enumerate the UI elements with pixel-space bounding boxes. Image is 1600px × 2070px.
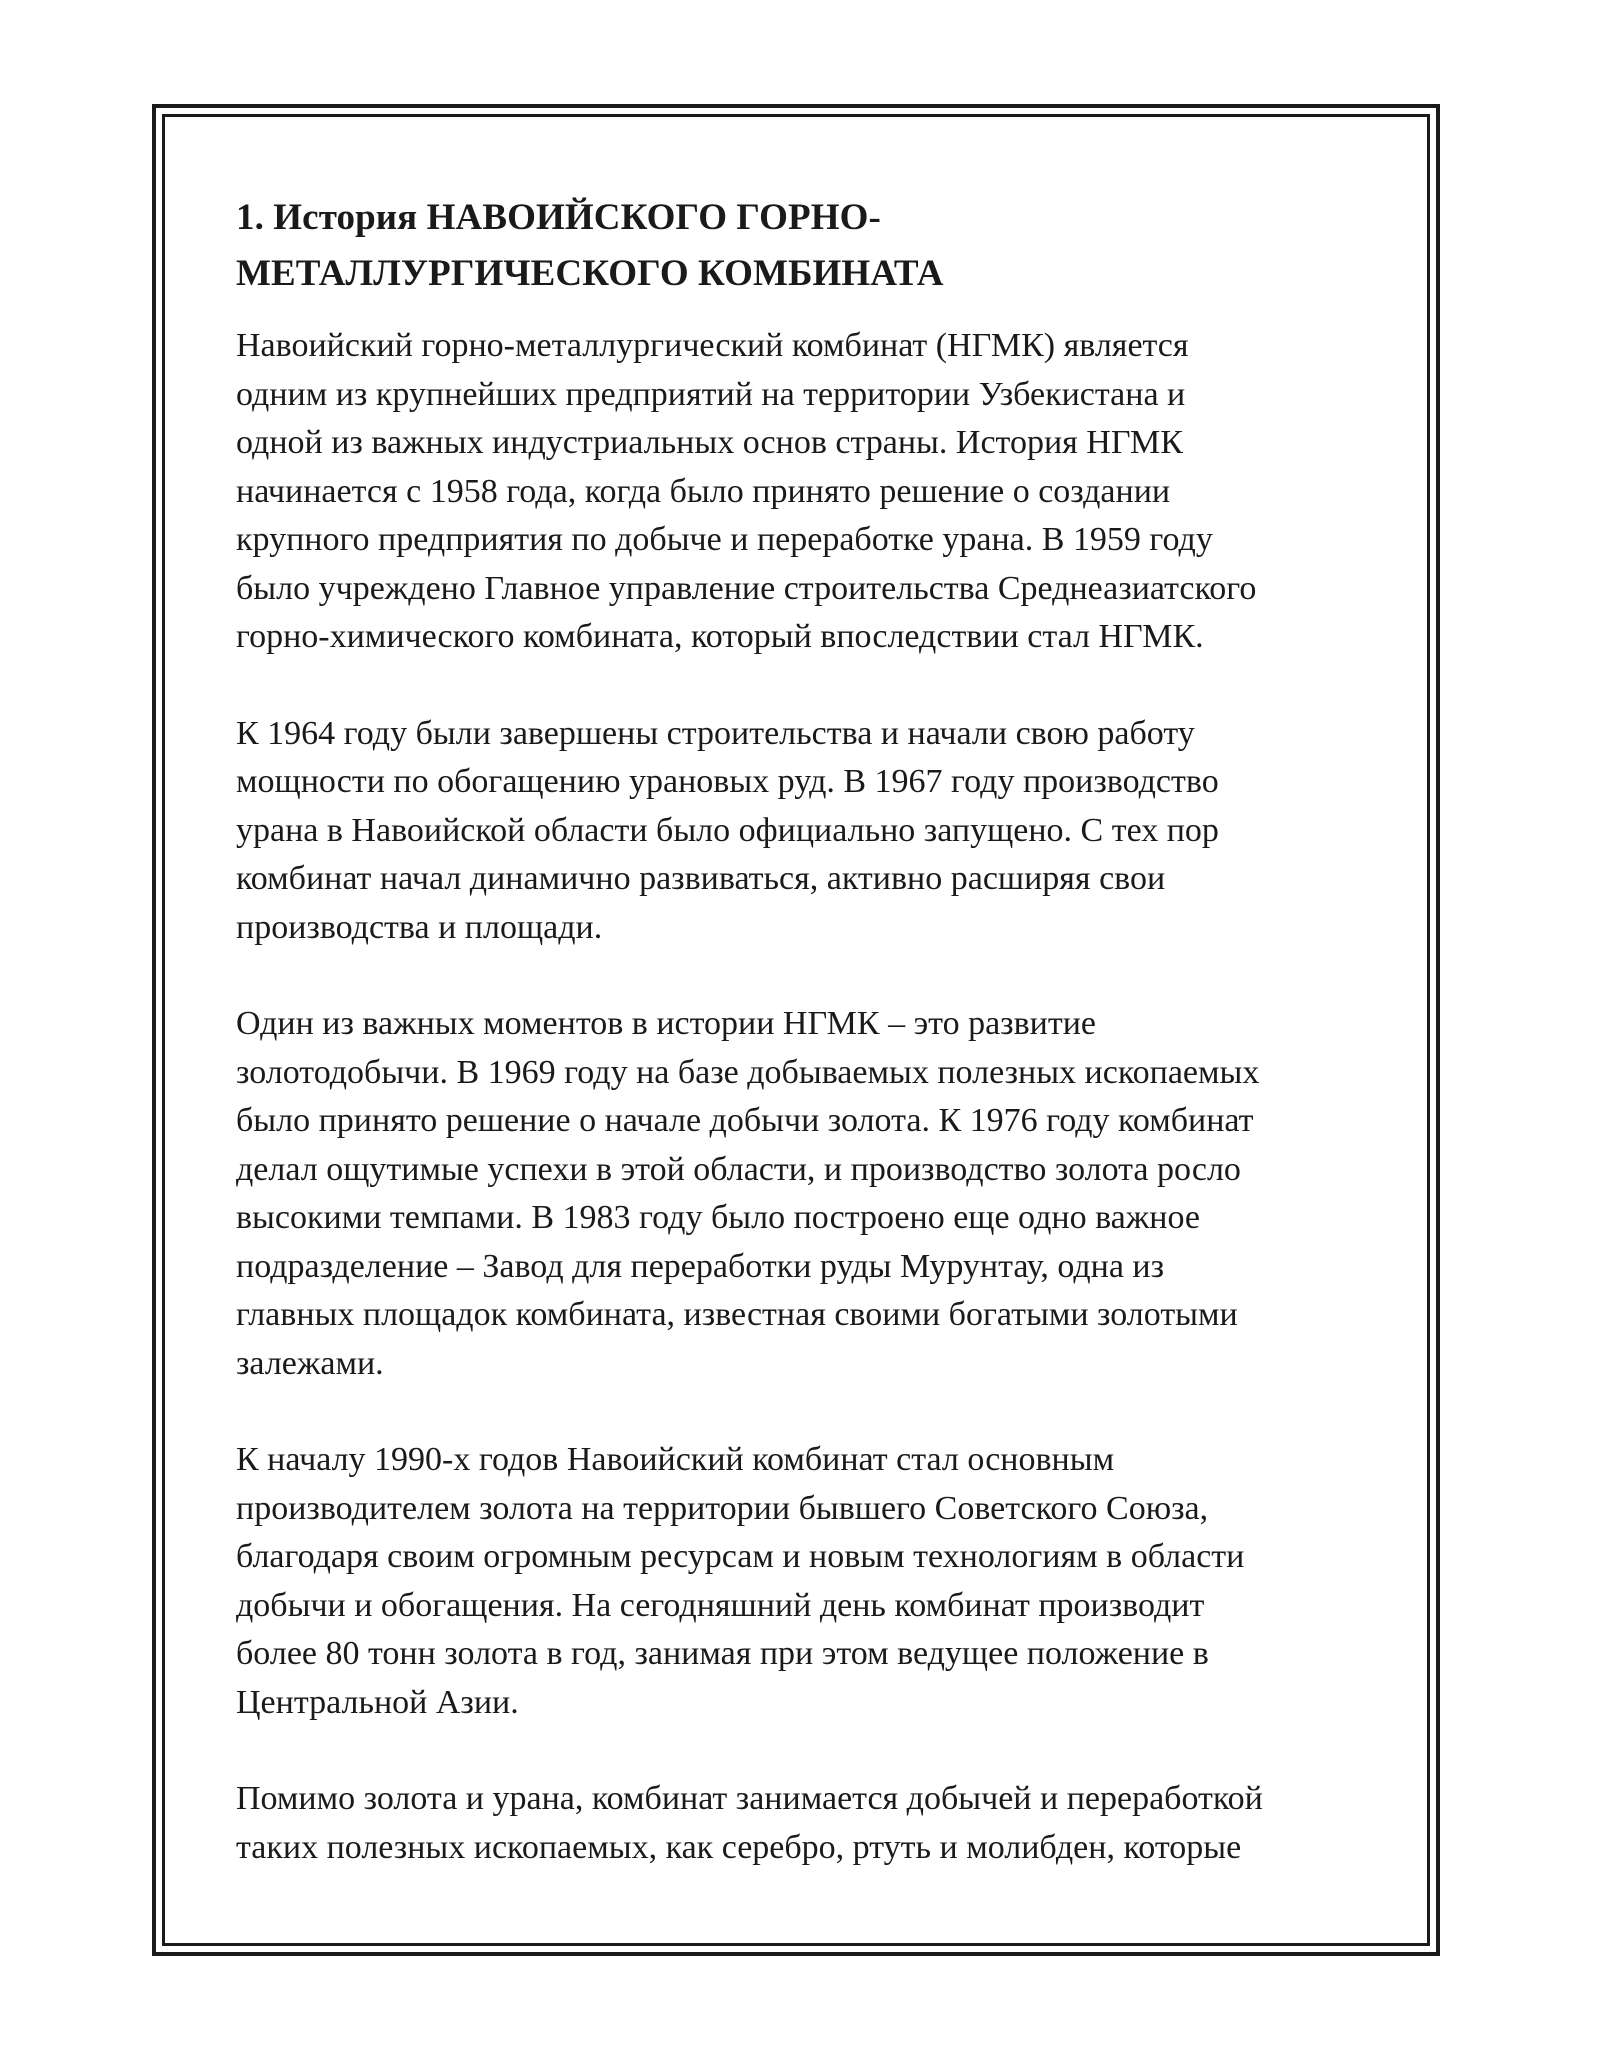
paragraph-line: Один из важных моментов в истории НГМК – это развитие xyxy=(236,1005,1097,1042)
paragraph-line: К началу 1990-х годов Навоийский комбинат стал основным xyxy=(236,1441,1115,1478)
paragraph-gold-mining xyxy=(236,1000,1356,1388)
section-title-line: МЕТАЛЛУРГИЧЕСКОГО КОМБИНАТА xyxy=(236,253,944,294)
paragraph-1990s-leadership xyxy=(236,1436,1356,1727)
paragraph-line: одной из важных индустриальных основ страны. История НГМК xyxy=(236,424,1183,461)
paragraph-line: производства и площади. xyxy=(236,908,603,946)
paragraph-other-minerals xyxy=(236,1775,1356,1872)
paragraph-line: добычи и обогащения. На сегодняшний день комбинат производит xyxy=(236,1586,1205,1624)
paragraph-line: начинается с 1958 года, когда было принято решение о создании xyxy=(236,472,1171,510)
paragraph-line: делал ощутимые успехи в этой области, и производство золота росло xyxy=(236,1150,1241,1188)
paragraph-line: Навоийский горно-металлургический комбинат (НГМК) является xyxy=(236,327,1189,364)
paragraph-line: подразделение – Завод для переработки руды Мурунтау, одна из xyxy=(236,1247,1165,1285)
paragraph-line: Помимо золота и урана, комбинат занимается добычей и переработкой xyxy=(236,1780,1263,1817)
section-title-line: 1. История НАВОИЙСКОГО ГОРНО- xyxy=(236,197,881,238)
paragraph-line: урана в Навоийской области было официально запущено. С тех пор xyxy=(236,811,1219,849)
paragraph-line: было учреждено Главное управление строительства Среднеазиатского xyxy=(236,569,1257,607)
paragraph-history-founding xyxy=(236,322,1356,662)
paragraph-line: одним из крупнейших предприятий на территории Узбекистана и xyxy=(236,375,1186,413)
paragraph-line: крупного предприятия по добыче и переработке урана. В 1959 году xyxy=(236,521,1213,558)
paragraph-line: производителем золота на территории бывшего Советского Союза, xyxy=(236,1489,1209,1527)
paragraph-uranium-production xyxy=(236,710,1356,953)
document-body xyxy=(236,190,1356,1890)
paragraph-line: К 1964 году были завершены строительства и начали свою работу xyxy=(236,714,1195,752)
paragraph-line: мощности по обогащению урановых руд. В 1967 году производство xyxy=(236,763,1219,800)
paragraph-line: Центральной Азии. xyxy=(236,1683,519,1721)
paragraph-line: залежами. xyxy=(236,1344,384,1382)
paragraph-line: высокими темпами. В 1983 году было построено еще одно важное xyxy=(236,1199,1200,1236)
paragraph-line: было принято решение о начале добычи золота. К 1976 году комбинат xyxy=(236,1102,1254,1139)
paragraph-line: более 80 тонн золота в год, занимая при этом ведущее положение в xyxy=(236,1635,1209,1672)
section-title xyxy=(236,190,1356,302)
paragraph-line: горно-химического комбината, который впоследствии стал НГМК. xyxy=(236,618,1204,655)
paragraph-line: благодаря своим огромным ресурсам и новым технологиям в области xyxy=(236,1538,1245,1575)
paragraph-line: золотодобычи. В 1969 году на базе добываемых полезных ископаемых xyxy=(236,1053,1260,1091)
paragraph-line: комбинат начал динамично развиваться, активно расширяя свои xyxy=(236,860,1166,897)
paragraph-line: таких полезных ископаемых, как серебро, ртуть и молибден, которые xyxy=(236,1828,1242,1866)
paragraph-line: главных площадок комбината, известная своими богатыми золотыми xyxy=(236,1296,1238,1333)
